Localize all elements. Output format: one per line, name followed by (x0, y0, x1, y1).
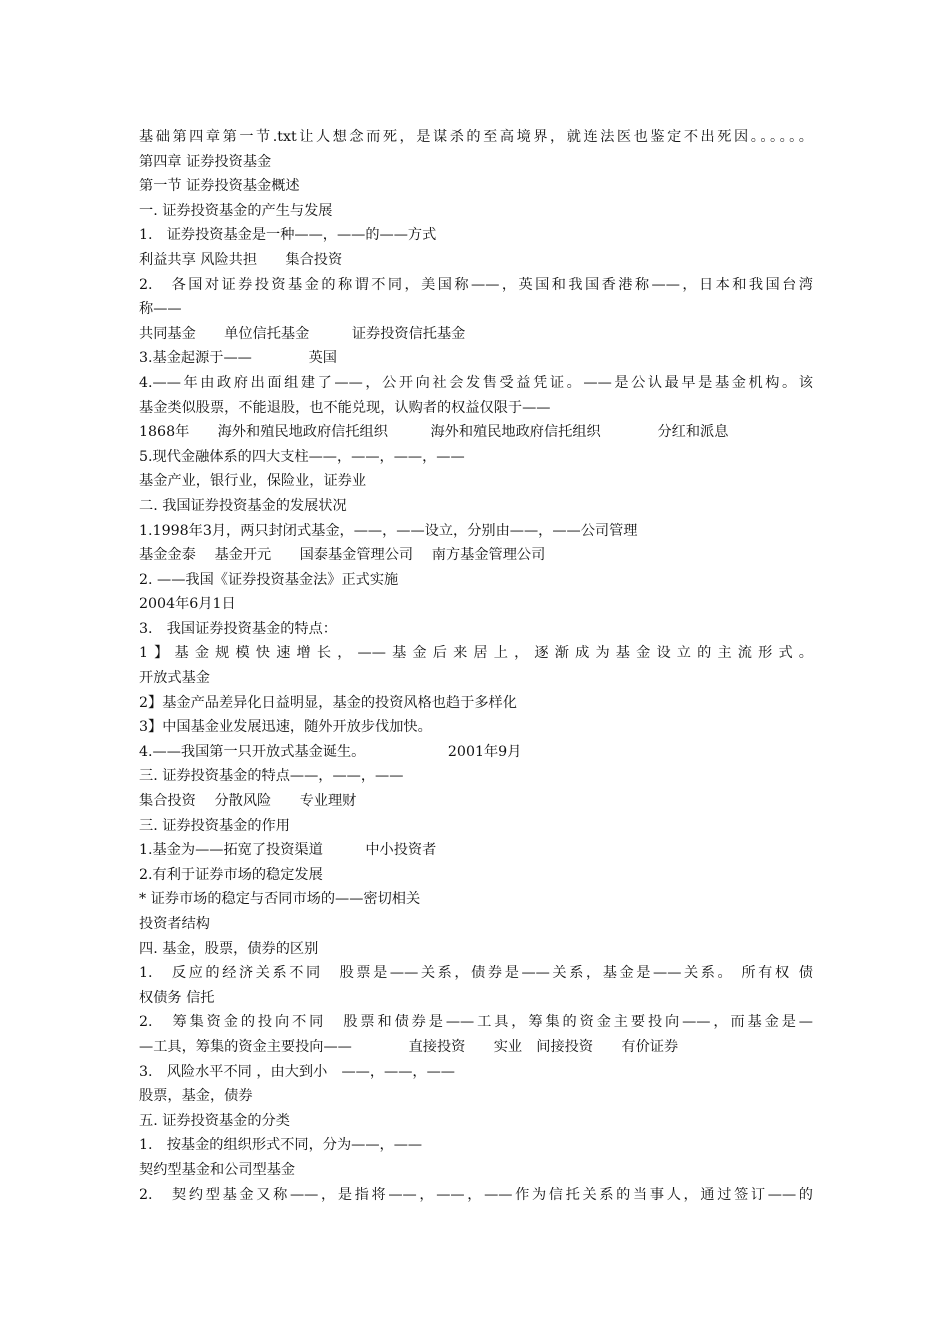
answer-line: 契约型基金和公司型基金 (139, 1161, 296, 1178)
doc-line: 基金类似股票，不能退股，也不能兑现，认购者的权益仅限于—— (139, 399, 551, 416)
doc-line: 1. 反应的经济关系不同 股票是——关系，债券是——关系，基金是——关系。 所有权 债 (139, 965, 813, 982)
doc-line: 2. 筹集资金的投向不同 股票和债券是——工具，筹集的资金主要投向——，而基金是— (139, 1014, 813, 1031)
section-title: 第一节 证券投资基金概述 (139, 178, 300, 195)
answer-line: 股票，基金，债券 (139, 1088, 253, 1105)
doc-line: 5.现代金融体系的四大支柱——，——，——，—— (139, 448, 465, 465)
doc-line: * 证券市场的稳定与否同市场的——密切相关 (139, 891, 421, 908)
doc-line: —工具，筹集的资金主要投向—— 直接投资 实业 间接投资 有价证券 (139, 1038, 679, 1055)
doc-line: 1.基金为——拓宽了投资渠道 中小投资者 (139, 842, 437, 859)
doc-line: 2. 各国对证券投资基金的称谓不同，美国称——，英国和我国香港称——，日本和我国台湾 (139, 276, 813, 293)
doc-line: 3】中国基金业发展迅速，随外开放步伐加快。 (139, 719, 432, 736)
doc-line: 3. 我国证券投资基金的特点： (139, 620, 337, 637)
answer-line: 权债务 信托 (139, 989, 215, 1006)
doc-line: 3. 风险水平不同 ，由大到小 ——，——，—— (139, 1063, 455, 1080)
answer-line: 利益共享 风险共担 集合投资 (139, 251, 343, 268)
answer-line: 基金金泰 基金开元 国泰基金管理公司 南方基金管理公司 (139, 547, 546, 564)
document-body (139, 125, 813, 1207)
subsection-heading: 五. 证券投资基金的分类 (139, 1112, 290, 1129)
answer-line: 开放式基金 (139, 670, 210, 687)
subsection-heading: 三. 证券投资基金的特点——，——，—— (139, 768, 404, 785)
doc-line: 基础第四章第一节.txt让人想念而死，是谋杀的至高境界，就连法医也鉴定不出死因。。。。。。 (139, 129, 813, 145)
answer-line: 投资者结构 (139, 916, 210, 932)
answer-line: 共同基金 单位信托基金 证券投资信托基金 (139, 325, 466, 342)
doc-line: 1. 证券投资基金是一种——，——的——方式 (139, 227, 437, 244)
subsection-heading: 二. 我国证券投资基金的发展状况 (139, 497, 347, 514)
doc-line: 1】基金规模快速增长，——基金后来居上，逐渐成为基金设立的主流形式。 (139, 645, 813, 662)
answer-line: 集合投资 分散风险 专业理财 (139, 793, 357, 810)
answer-line: 2004年6月1日 (139, 596, 236, 613)
doc-line: 2. 契约型基金又称——，是指将——，——，——作为信托关系的当事人，通过签订——的 (139, 1186, 813, 1203)
answer-line: 基金产业，银行业，保险业，证券业 (139, 473, 367, 490)
doc-line: 2.有利于证券市场的稳定发展 (139, 866, 323, 883)
doc-line: 1. 按基金的组织形式不同，分为——，—— (139, 1137, 423, 1154)
doc-line: 4.——我国第一只开放式基金诞生。 2001年9月 (139, 743, 522, 760)
doc-line: 2. ——我国《证券投资基金法》正式实施 (139, 571, 399, 588)
doc-line: 2】基金产品差异化日益明显，基金的投资风格也趋于多样化 (139, 694, 517, 711)
subsection-heading: 一. 证券投资基金的产生与发展 (139, 202, 333, 219)
doc-line: 称—— (139, 301, 182, 318)
answer-line: 1868年 海外和殖民地政府信托组织 海外和殖民地政府信托组织 分红和派息 (139, 424, 729, 441)
chapter-title: 第四章 证券投资基金 (139, 153, 272, 170)
doc-line: 3.基金起源于—— 英国 (139, 350, 337, 367)
subsection-heading: 四. 基金，股票，债券的区别 (139, 940, 319, 957)
doc-line: 4.——年由政府出面组建了——，公开向社会发售受益凭证。——是公认最早是基金机构。该 (139, 374, 813, 391)
subsection-heading: 三. 证券投资基金的作用 (139, 817, 290, 834)
doc-line: 1.1998年3月，两只封闭式基金，——，——设立，分别由——，——公司管理 (139, 522, 638, 539)
